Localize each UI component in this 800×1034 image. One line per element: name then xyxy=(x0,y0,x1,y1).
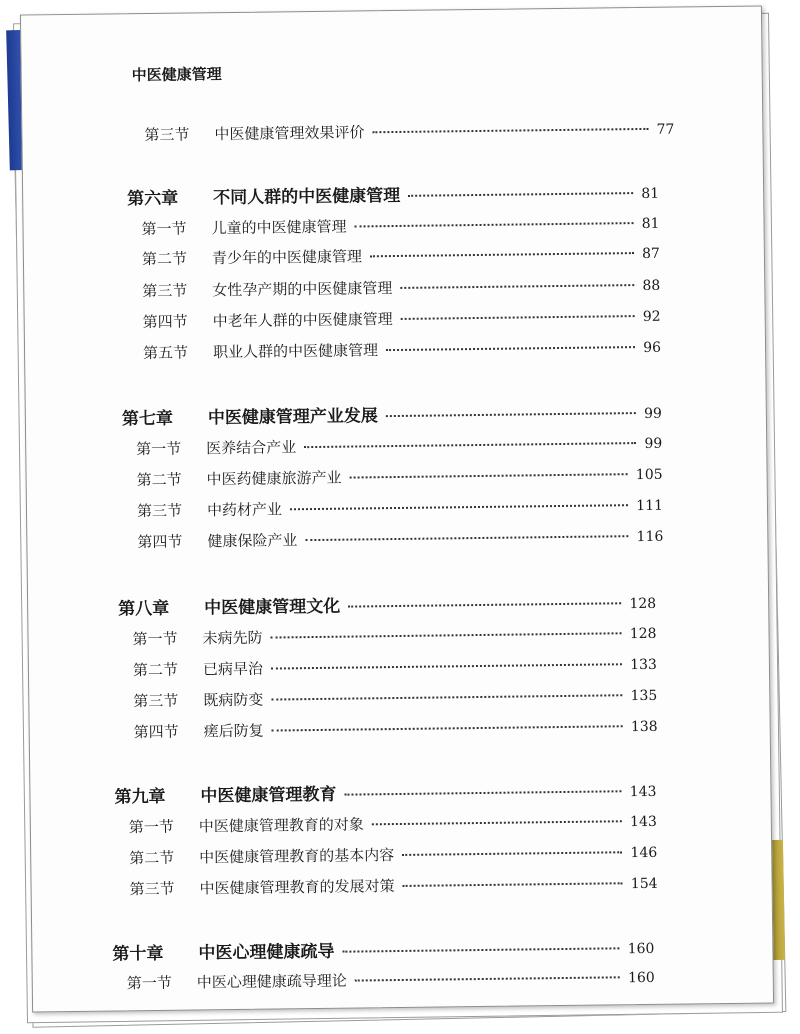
running-head: 中医健康管理 xyxy=(131,65,222,85)
toc-entry-page: 160 xyxy=(627,969,655,987)
toc-entry-title: 中医健康管理效果评价 xyxy=(214,123,365,144)
toc-entry[interactable] xyxy=(136,432,662,459)
chapter-title: 中医健康管理教育 xyxy=(200,784,337,807)
toc-entry-title: 中医健康管理教育的对象 xyxy=(198,815,364,836)
toc-entry-number: 第四节 xyxy=(133,722,179,742)
toc-entry[interactable] xyxy=(133,684,657,711)
toc-entry-title: 中老年人群的中医健康管理 xyxy=(212,310,393,331)
toc-entry-number: 第三节 xyxy=(144,125,190,145)
toc-entry-page: 92 xyxy=(642,308,661,325)
toc-entry[interactable] xyxy=(127,966,655,993)
dot-leader xyxy=(372,128,648,133)
toc-entry-title: 女性孕产期的中医健康管理 xyxy=(212,279,393,300)
chapter-number: 第十章 xyxy=(112,943,164,965)
dot-leader xyxy=(400,284,634,289)
toc-entry-page: 96 xyxy=(643,339,662,356)
toc-entry-page: 143 xyxy=(630,813,657,831)
toc-entry-number: 第三节 xyxy=(133,691,179,711)
toc-entry-number: 第一节 xyxy=(126,973,172,993)
toc-entry-number: 第五节 xyxy=(142,343,189,363)
dot-leader xyxy=(370,252,634,257)
toc-entry[interactable] xyxy=(132,622,656,649)
chapter-page: 81 xyxy=(641,185,660,202)
toc-chapter[interactable] xyxy=(112,933,654,965)
toc-entry-page: 154 xyxy=(630,875,658,893)
toc-entry-page: 116 xyxy=(636,528,664,546)
toc-entry-number: 第一节 xyxy=(132,629,178,649)
toc-entry-number: 第一节 xyxy=(136,439,182,459)
toc-entry-page: 99 xyxy=(644,435,663,452)
toc-entry-number: 第四节 xyxy=(137,532,183,552)
toc-entry[interactable] xyxy=(136,463,662,490)
toc-entry-title: 未病先防 xyxy=(202,628,263,648)
toc-chapter[interactable] xyxy=(127,178,659,209)
chapter-page: 128 xyxy=(629,595,657,613)
toc-page xyxy=(20,6,774,1013)
toc-entry-page: 77 xyxy=(656,121,675,138)
chapter-page: 143 xyxy=(629,783,657,801)
toc-entry-page: 138 xyxy=(630,718,658,736)
toc-entry-number: 第三节 xyxy=(129,879,175,899)
toc-entry-number: 第二节 xyxy=(141,249,188,269)
toc-entry-title: 中医心理健康疏导理论 xyxy=(196,971,347,992)
toc-entry[interactable] xyxy=(134,715,658,742)
dot-leader xyxy=(408,192,633,197)
chapter-number: 第九章 xyxy=(114,786,166,808)
chapter-title: 中医健康管理文化 xyxy=(204,596,341,619)
toc-entry-title: 中医药健康旅游产业 xyxy=(206,468,342,489)
toc-entry-title: 儿童的中医健康管理 xyxy=(211,217,347,238)
toc-entry-title: 中医健康管理教育的基本内容 xyxy=(199,846,395,867)
toc-chapter[interactable] xyxy=(122,398,662,430)
toc-entry-title: 已病早治 xyxy=(202,659,264,679)
chapter-title: 不同人群的中医健康管理 xyxy=(213,185,401,209)
toc-entry-number: 第三节 xyxy=(142,281,188,301)
toc-entry-number: 第四节 xyxy=(142,312,188,332)
toc-entry-page: 135 xyxy=(630,687,658,705)
toc-entry[interactable] xyxy=(137,525,663,552)
dot-leader xyxy=(342,947,619,952)
dot-leader xyxy=(401,315,635,320)
dot-leader xyxy=(271,694,622,700)
chapter-title: 中医健康管理产业发展 xyxy=(207,406,378,429)
toc-entry-title: 既病防变 xyxy=(203,690,264,710)
toc-entry-number: 第二节 xyxy=(136,470,182,490)
dot-leader xyxy=(304,442,636,448)
chapter-number: 第七章 xyxy=(121,408,174,430)
toc-entry[interactable] xyxy=(144,118,674,145)
toc-chapter[interactable] xyxy=(118,588,656,620)
dot-leader xyxy=(403,882,623,887)
toc-entry-page: 105 xyxy=(635,466,663,484)
dot-leader xyxy=(305,535,628,541)
toc-entry-title: 中医健康管理教育的发展对策 xyxy=(199,877,395,898)
dot-leader xyxy=(290,504,628,510)
toc-entry-page: 88 xyxy=(642,277,661,294)
dot-leader xyxy=(271,663,622,669)
toc-entry-title: 医养结合产业 xyxy=(206,438,297,458)
toc-entry-page: 133 xyxy=(630,656,658,674)
dot-leader xyxy=(350,473,628,478)
toc-entry-page: 128 xyxy=(629,625,657,643)
chapter-number: 第八章 xyxy=(118,598,170,620)
toc-entry-number: 第二节 xyxy=(132,660,179,680)
dot-leader xyxy=(386,346,635,351)
toc-entry[interactable] xyxy=(143,336,661,363)
toc-entry[interactable] xyxy=(137,494,663,521)
dot-leader xyxy=(372,820,622,825)
toc-entry[interactable] xyxy=(143,305,661,332)
toc-entry-number: 第三节 xyxy=(136,501,183,521)
toc-entry-title: 职业人群的中医健康管理 xyxy=(212,341,379,362)
toc-entry[interactable] xyxy=(129,872,657,899)
toc-entry-page: 87 xyxy=(641,245,660,262)
toc-entry-page: 146 xyxy=(630,844,658,862)
toc-entry-title: 健康保险产业 xyxy=(207,531,298,551)
toc-entry[interactable] xyxy=(133,653,657,680)
toc-entry-title: 中药材产业 xyxy=(206,500,283,520)
dot-leader xyxy=(386,412,636,417)
toc-entry[interactable] xyxy=(129,841,657,868)
toc-chapter[interactable] xyxy=(114,776,656,808)
dot-leader xyxy=(348,602,621,607)
dot-leader xyxy=(402,851,622,856)
toc-entry-number: 第一节 xyxy=(128,817,174,837)
toc-entry-number: 第二节 xyxy=(129,848,175,868)
toc-entry[interactable] xyxy=(142,274,660,301)
toc-entry[interactable] xyxy=(142,242,660,269)
chapter-page: 99 xyxy=(643,405,662,422)
dot-leader xyxy=(271,632,622,638)
toc-entry-number: 第一节 xyxy=(141,219,187,239)
dot-leader xyxy=(272,725,623,731)
toc-entry-title: 青少年的中医健康管理 xyxy=(211,247,363,268)
chapter-number: 第六章 xyxy=(127,188,179,210)
chapter-page: 160 xyxy=(627,940,655,958)
toc-entry-title: 瘥后防复 xyxy=(203,721,264,741)
toc-entry-page: 111 xyxy=(636,497,664,515)
dot-leader xyxy=(344,790,621,795)
toc-entry[interactable] xyxy=(141,212,659,239)
dot-leader xyxy=(355,222,634,227)
toc-entry[interactable] xyxy=(129,810,657,837)
chapter-title: 中医心理健康疏导 xyxy=(198,941,335,964)
dot-leader xyxy=(355,976,620,981)
toc-entry-page: 81 xyxy=(641,215,660,232)
